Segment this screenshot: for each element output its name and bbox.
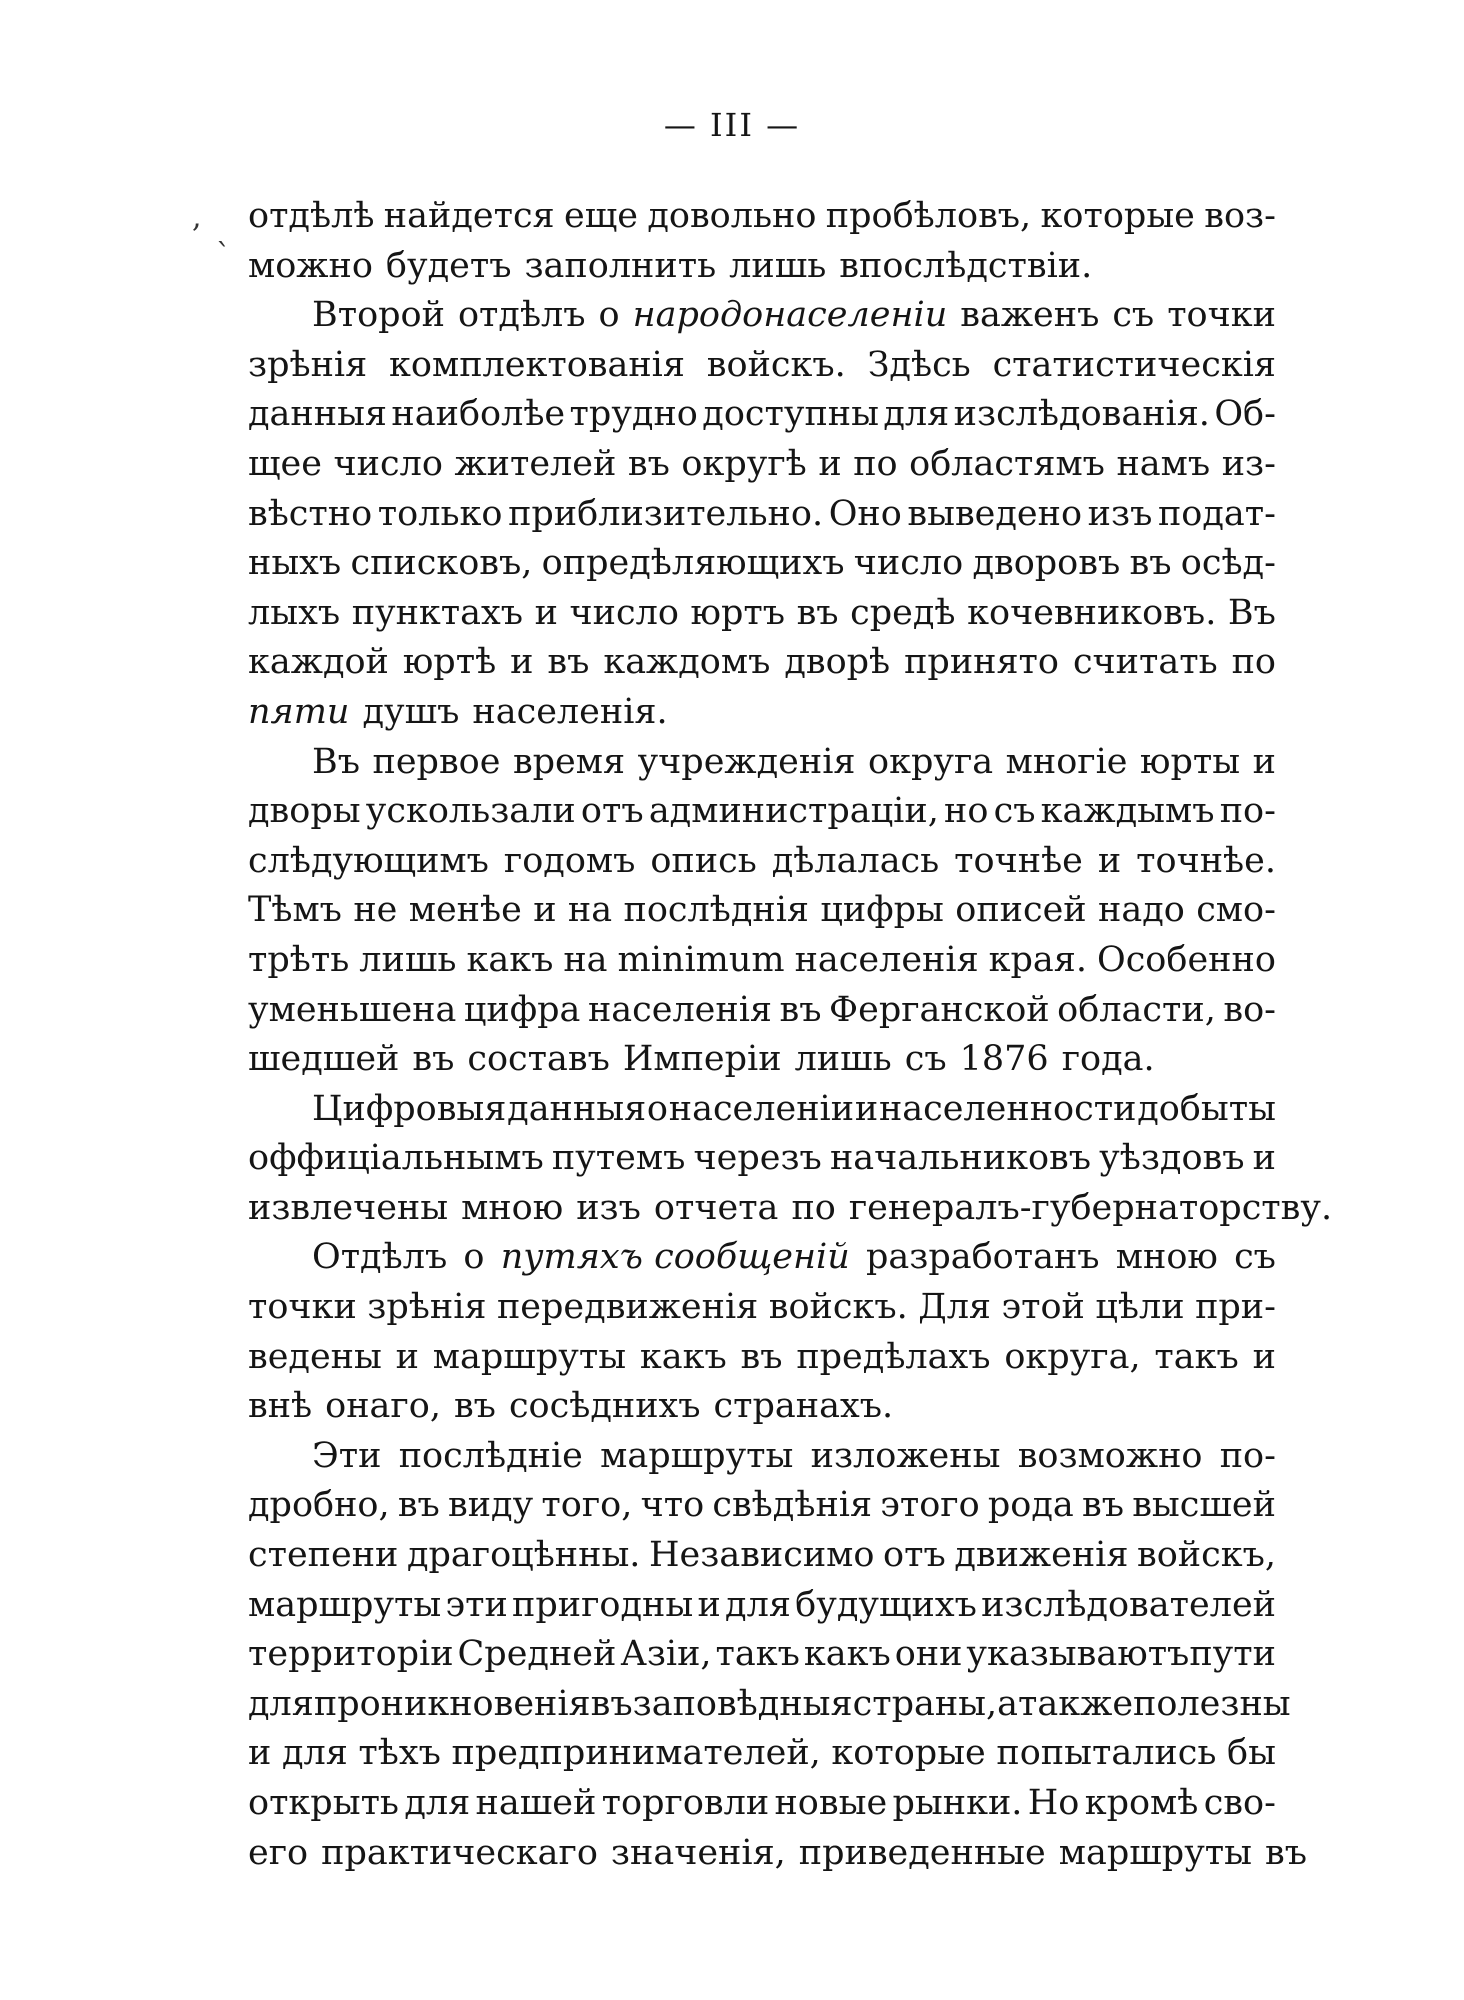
text-line: [248, 886, 1276, 936]
word: осѣд-: [1180, 543, 1276, 584]
word: отъ: [580, 791, 644, 832]
word: изслѣдованія.: [953, 394, 1210, 435]
word: Въ: [1227, 592, 1276, 633]
word: войскъ.: [768, 1287, 908, 1328]
text-line: [248, 1829, 1307, 1879]
word: года.: [1061, 1039, 1155, 1080]
word: пунктахъ: [351, 592, 524, 633]
word: приблизительно.: [508, 493, 824, 534]
word: отдѣлѣ: [248, 196, 375, 236]
word: средѣ: [850, 592, 956, 633]
text-line: [248, 638, 1276, 688]
word: округѣ: [681, 443, 807, 484]
word: и: [1252, 741, 1276, 782]
word: юртѣ: [402, 642, 497, 683]
word: во-: [1223, 989, 1276, 1030]
word: предпринимателей,: [451, 1733, 821, 1774]
word: лыхъ: [248, 592, 341, 633]
word: указываютъпути: [966, 1634, 1276, 1675]
word: рынки.: [892, 1783, 1023, 1823]
word: Но: [1027, 1783, 1080, 1823]
paragraph: [248, 1233, 1276, 1431]
word: только: [377, 493, 503, 534]
word: въ: [397, 1485, 440, 1526]
word: заполнить: [524, 245, 717, 286]
word: Здѣсь: [867, 344, 971, 385]
word: также: [1018, 1683, 1134, 1724]
word: данныя: [248, 394, 388, 435]
word: на: [563, 939, 608, 980]
word: возможно: [1017, 1435, 1203, 1476]
word: вѣстно: [248, 493, 373, 534]
word: новые: [774, 1783, 888, 1823]
word: смо-: [1196, 890, 1276, 931]
word: и: [510, 642, 534, 683]
text-line: [248, 1382, 1276, 1432]
word: каждымъ: [1040, 791, 1215, 832]
word: движенія: [954, 1535, 1129, 1576]
word: кромѣ: [1084, 1783, 1199, 1823]
word: еще: [564, 196, 638, 236]
word: будущихъ: [795, 1584, 977, 1625]
word: приведенные: [798, 1832, 1046, 1873]
text-line: [248, 341, 1276, 391]
word: цѣли: [1095, 1287, 1185, 1328]
word: съ: [1234, 1237, 1276, 1278]
word: можно: [248, 245, 373, 286]
word: въ: [412, 1039, 455, 1080]
word: области,: [1057, 989, 1216, 1030]
paragraph: [248, 192, 1276, 291]
word: этого: [880, 1485, 980, 1526]
word: населенности: [878, 1088, 1137, 1129]
word: найдется: [383, 196, 555, 236]
word: въ: [547, 642, 590, 683]
word: Особенно: [1097, 939, 1276, 980]
word: менѣе: [408, 890, 522, 931]
word: и: [1252, 1336, 1276, 1377]
word: о: [463, 1237, 485, 1278]
word: комплектованія: [389, 344, 685, 385]
word: изъ: [1087, 493, 1153, 534]
word: число: [853, 543, 964, 584]
word: время: [512, 741, 626, 782]
word: черезъ: [693, 1138, 822, 1179]
word: бы: [1227, 1733, 1276, 1774]
word: и: [533, 890, 557, 931]
word: Второй: [312, 295, 445, 336]
word: лишь: [729, 245, 827, 286]
word: для: [725, 1584, 791, 1625]
word: о: [646, 1088, 668, 1129]
text-line: [248, 390, 1276, 440]
margin-mark: `: [216, 238, 231, 273]
word: добыты: [1137, 1088, 1276, 1129]
word: каждомъ: [603, 642, 771, 683]
word: по: [853, 443, 898, 484]
word: дворы: [248, 791, 361, 832]
word: генералъ-губернаторству.: [848, 1187, 1333, 1228]
word: но: [944, 791, 989, 832]
word: передвиженія: [496, 1287, 759, 1328]
word: Эти: [312, 1435, 382, 1476]
word: они: [894, 1634, 963, 1675]
word: точки: [248, 1287, 357, 1328]
word: по-: [1219, 791, 1276, 832]
word: полезны: [1133, 1683, 1291, 1724]
word: трѣть: [248, 939, 350, 980]
word: слѣдующимъ: [248, 840, 489, 881]
word: рода: [987, 1485, 1074, 1526]
word: ускользали: [365, 791, 576, 832]
text-line: [248, 1531, 1276, 1581]
word: такъ: [1154, 1336, 1239, 1377]
word: подат-: [1157, 493, 1276, 534]
word: разработанъ: [865, 1237, 1100, 1278]
word: нашей: [475, 1783, 597, 1823]
word: кочевниковъ.: [967, 592, 1217, 633]
text-line: [248, 1779, 1276, 1829]
word: въ: [627, 443, 670, 484]
word: данныя: [507, 1088, 647, 1129]
word: внѣ: [248, 1386, 313, 1427]
word: ныхъ: [248, 543, 342, 584]
word: заповѣдныя: [632, 1683, 853, 1724]
word: значенія,: [610, 1832, 786, 1873]
text-line: [248, 1233, 1276, 1283]
word: войскъ.: [706, 344, 846, 385]
word: населеніи: [668, 1088, 855, 1129]
word: маршруты: [248, 1584, 442, 1625]
word: по: [791, 1187, 836, 1228]
word: изложены: [810, 1435, 1001, 1476]
word: пробѣловъ,: [825, 196, 1032, 236]
word: областямъ: [909, 443, 1105, 484]
word: населенія.: [472, 691, 668, 732]
word: цифры: [820, 890, 944, 931]
text-line: [248, 1680, 1291, 1730]
word: извлечены: [248, 1187, 449, 1228]
word: попытались: [996, 1733, 1217, 1774]
text-line: [248, 688, 1276, 738]
word: зрѣнія: [367, 1287, 487, 1328]
word: дробно,: [248, 1485, 390, 1526]
word: какъ: [639, 1336, 727, 1377]
word: и: [534, 592, 558, 633]
word: описей: [955, 890, 1087, 931]
word: minimum: [617, 939, 785, 980]
word: открыть: [248, 1783, 399, 1823]
word: будетъ: [385, 245, 512, 286]
word: для: [404, 1783, 471, 1823]
page-number-header: — III —: [663, 106, 801, 144]
word: съ: [993, 791, 1036, 832]
word: статистическія: [992, 344, 1276, 385]
text-line: [248, 589, 1276, 639]
word: дворѣ: [784, 642, 891, 683]
word: какъ: [803, 1634, 891, 1675]
paragraph: [248, 738, 1276, 1085]
word: и: [854, 1088, 879, 1129]
text-line: [248, 1333, 1276, 1383]
word: населенія: [794, 939, 979, 980]
word: начальниковъ: [829, 1138, 1092, 1179]
word: Цифровыя: [312, 1088, 507, 1129]
word: мною: [461, 1187, 564, 1228]
word: степени: [248, 1535, 399, 1576]
word: Об-: [1214, 394, 1276, 435]
text-line: [248, 837, 1276, 887]
word: и: [697, 1584, 721, 1625]
word: выведено: [907, 493, 1083, 534]
word: Имперіи: [622, 1039, 782, 1080]
word: населенія: [587, 989, 772, 1030]
word: сосѣднихъ: [508, 1386, 701, 1427]
word: Средней: [457, 1634, 617, 1675]
word: страны,: [852, 1683, 998, 1724]
text-line: [248, 1729, 1276, 1779]
word: уѣздовъ: [1099, 1138, 1245, 1179]
text-line: [248, 490, 1276, 540]
text-line: [248, 539, 1276, 589]
text-line: [248, 1283, 1276, 1333]
word: которые: [1040, 196, 1195, 236]
word: уменьшена: [248, 989, 457, 1030]
word: Для: [918, 1287, 992, 1328]
word: по-: [1219, 1435, 1276, 1476]
word: Азіи,: [620, 1634, 712, 1675]
text-line: [248, 1432, 1276, 1482]
word: въ: [1265, 1832, 1307, 1873]
word: Оно: [828, 493, 902, 534]
word: и: [248, 1733, 272, 1774]
word: считать: [1072, 642, 1218, 683]
word: точнѣе: [954, 840, 1083, 881]
word: и: [818, 443, 842, 484]
word: наиболѣе: [391, 394, 566, 435]
word: свѣдѣнія: [712, 1485, 873, 1526]
word: щее: [248, 443, 322, 484]
word: отдѣлъ: [457, 295, 586, 336]
text-line: [248, 1085, 1276, 1135]
word: первое: [372, 741, 501, 782]
word: проникновенія: [313, 1683, 591, 1724]
word: списковъ,: [350, 543, 533, 584]
word: дворовъ: [972, 543, 1121, 584]
word: практическаго: [321, 1832, 598, 1873]
word: цифра: [463, 989, 581, 1030]
word: отъ: [883, 1535, 946, 1576]
word: для: [883, 394, 950, 435]
text-line: [248, 1035, 1276, 1085]
word: войскъ,: [1137, 1535, 1276, 1576]
word: его: [248, 1832, 309, 1873]
word: какъ: [466, 939, 554, 980]
text-line: [248, 986, 1276, 1036]
word: съ: [904, 1039, 947, 1080]
word: сво-: [1203, 1783, 1276, 1823]
text-line: [248, 192, 1276, 242]
word: въ: [740, 1336, 783, 1377]
word: отчета: [653, 1187, 779, 1228]
word: лишь: [359, 939, 457, 980]
word: пяти: [248, 691, 350, 732]
text-line: [248, 787, 1276, 837]
word: маршруты: [432, 1336, 627, 1377]
text-line: [248, 291, 1276, 341]
word: трудно: [569, 394, 698, 435]
word: при-: [1195, 1287, 1276, 1328]
text-line: [248, 1184, 1333, 1234]
word: зрѣнія: [248, 344, 368, 385]
word: и: [1097, 840, 1122, 881]
word: округа,: [1004, 1336, 1141, 1377]
word: для: [248, 1683, 314, 1724]
word: доступны: [702, 394, 879, 435]
word: годомъ: [503, 840, 636, 881]
word: торговли: [601, 1783, 770, 1823]
word: въ: [1082, 1485, 1124, 1526]
word: территоріи: [248, 1634, 454, 1675]
word: воз-: [1204, 196, 1276, 236]
paragraph: [248, 291, 1276, 737]
word: въ: [1129, 543, 1172, 584]
text-line: [248, 1581, 1276, 1631]
word: довольно: [647, 196, 817, 236]
word: надо: [1098, 890, 1185, 931]
word: опись: [650, 840, 757, 881]
word: принято: [904, 642, 1059, 683]
word: по: [1231, 642, 1276, 683]
word: того,: [541, 1485, 633, 1526]
word: намъ: [1116, 443, 1211, 484]
word: пригодны: [512, 1584, 694, 1625]
word: послѣднія: [623, 890, 809, 931]
word: администраціи,: [648, 791, 939, 832]
word: каждой: [248, 642, 389, 683]
word: въ: [590, 1683, 633, 1724]
word: оффиціальнымъ: [248, 1138, 544, 1179]
word: драгоцѣнны.: [406, 1535, 641, 1576]
word: не: [353, 890, 398, 931]
word: и: [1252, 1138, 1276, 1179]
word: края.: [988, 939, 1088, 980]
word: юрты: [1140, 741, 1241, 782]
word: послѣдніе: [398, 1435, 583, 1476]
word: жителей: [454, 443, 617, 484]
word: Отдѣлъ: [312, 1237, 448, 1278]
margin-mark: ,: [192, 200, 202, 235]
word: путяхъ сообщеній: [500, 1237, 850, 1278]
word: опредѣляющихъ: [541, 543, 845, 584]
word: въ: [453, 1386, 496, 1427]
word: эти: [445, 1584, 508, 1625]
word: предѣлахъ: [796, 1336, 991, 1377]
word: которые: [831, 1733, 986, 1774]
word: учрежденія: [637, 741, 856, 782]
word: шедшей: [248, 1039, 400, 1080]
word: душъ: [362, 691, 460, 732]
word: Ферганской: [829, 989, 1050, 1030]
text-line: [248, 936, 1276, 986]
word: Тѣмъ: [248, 890, 342, 931]
word: и: [395, 1336, 419, 1377]
word: дѣлалась: [771, 840, 940, 881]
word: народонаселеніи: [632, 295, 948, 336]
word: въ: [779, 989, 822, 1030]
text-line: [248, 738, 1276, 788]
word: что: [640, 1485, 705, 1526]
word: важенъ: [960, 295, 1100, 336]
word: лишь: [794, 1039, 892, 1080]
word: съ: [1112, 295, 1155, 336]
word: онаго,: [325, 1386, 441, 1427]
word: из-: [1221, 443, 1276, 484]
text-line: [248, 1630, 1276, 1680]
word: виду: [448, 1485, 534, 1526]
word: маршруты: [1058, 1832, 1253, 1873]
word: юртъ: [690, 592, 786, 633]
body-text: [248, 192, 1333, 1878]
word: составъ: [467, 1039, 610, 1080]
text-line: [248, 440, 1276, 490]
word: этой: [1001, 1287, 1085, 1328]
word: число: [569, 592, 679, 633]
word: изслѣдователей: [981, 1584, 1276, 1625]
word: для: [281, 1733, 348, 1774]
word: многіе: [1005, 741, 1128, 782]
paragraph: [248, 1085, 1333, 1234]
word: на: [567, 890, 613, 931]
word: изъ: [576, 1187, 641, 1228]
word: точки: [1167, 295, 1276, 336]
word: Въ: [312, 741, 360, 782]
word: 1876: [959, 1039, 1049, 1080]
word: странахъ.: [713, 1386, 894, 1427]
word: а: [997, 1683, 1019, 1724]
text-line: [248, 242, 1276, 292]
word: Независимо: [649, 1535, 875, 1576]
word: высшей: [1132, 1485, 1276, 1526]
word: впослѣдствіи.: [839, 245, 1093, 286]
text-line: [248, 1134, 1276, 1184]
word: въ: [796, 592, 839, 633]
word: путемъ: [551, 1138, 686, 1179]
word: тѣхъ: [358, 1733, 441, 1774]
word: округа: [868, 741, 994, 782]
word: маршруты: [600, 1435, 794, 1476]
word: о: [598, 295, 620, 336]
word: мною: [1115, 1237, 1218, 1278]
word: ведены: [248, 1336, 382, 1377]
word: такъ: [715, 1634, 800, 1675]
word: точнѣе.: [1136, 840, 1276, 881]
word: число: [333, 443, 443, 484]
paragraph: [248, 1432, 1307, 1878]
text-line: [248, 1481, 1276, 1531]
